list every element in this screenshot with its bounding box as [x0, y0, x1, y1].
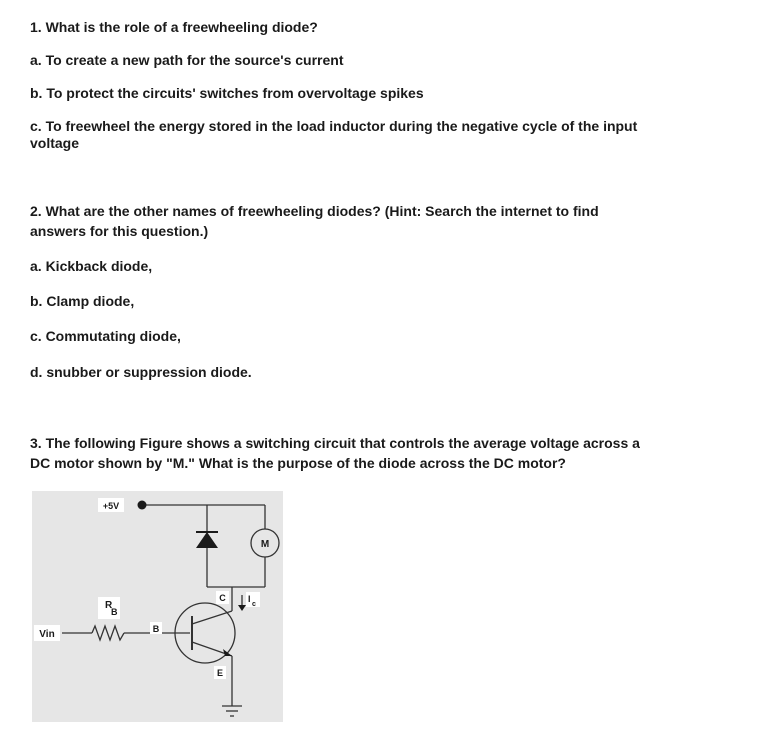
resistor-label-sub: B	[111, 607, 118, 617]
base-label: B	[152, 624, 160, 634]
q2-option-b: b. Clamp diode,	[30, 293, 135, 309]
q1-option-b: b. To protect the circuits' switches from overvoltage spikes	[30, 85, 424, 101]
q2-option-a: a. Kickback diode,	[30, 258, 153, 274]
motor-label: M	[260, 539, 270, 550]
q2-option-c: c. Commutating diode,	[30, 328, 181, 344]
vin-label: Vin	[39, 629, 55, 640]
q3-question-line1: 3. The following Figure shows a switching circuit that controls the average voltage across a	[30, 435, 640, 451]
emitter-label: E	[216, 668, 224, 678]
transistor-collector-lead	[192, 611, 232, 624]
q1-option-a: a. To create a new path for the source's current	[30, 52, 344, 68]
q1-option-c-cont: voltage	[30, 135, 80, 151]
q2-option-d: d. snubber or suppression diode.	[30, 364, 252, 380]
resistor-rb	[92, 626, 124, 640]
current-label: I	[248, 594, 251, 604]
current-label-sub: c	[252, 601, 256, 608]
q1-option-c: c. To freewheel the energy stored in the load inductor during the negative cycle of the input	[30, 118, 638, 134]
q1-question: 1. What is the role of a freewheeling diode?	[30, 19, 318, 35]
q2-question-line1: 2. What are the other names of freewheeling diodes? (Hint: Search the internet to find	[30, 203, 599, 219]
supply-label: +5V	[102, 501, 120, 511]
emitter-arrow-icon	[223, 649, 232, 656]
circuit-diagram	[32, 491, 283, 722]
circuit-figure	[32, 491, 283, 722]
supply-terminal-dot	[138, 501, 147, 510]
collector-label: C	[219, 593, 226, 603]
resistor-label: R	[105, 600, 113, 611]
q3-question-line2: DC motor shown by "M." What is the purpose of the diode across the DC motor?	[30, 455, 566, 471]
q2-question-line2: answers for this question.)	[30, 223, 209, 239]
freewheeling-diode-icon	[196, 532, 218, 548]
